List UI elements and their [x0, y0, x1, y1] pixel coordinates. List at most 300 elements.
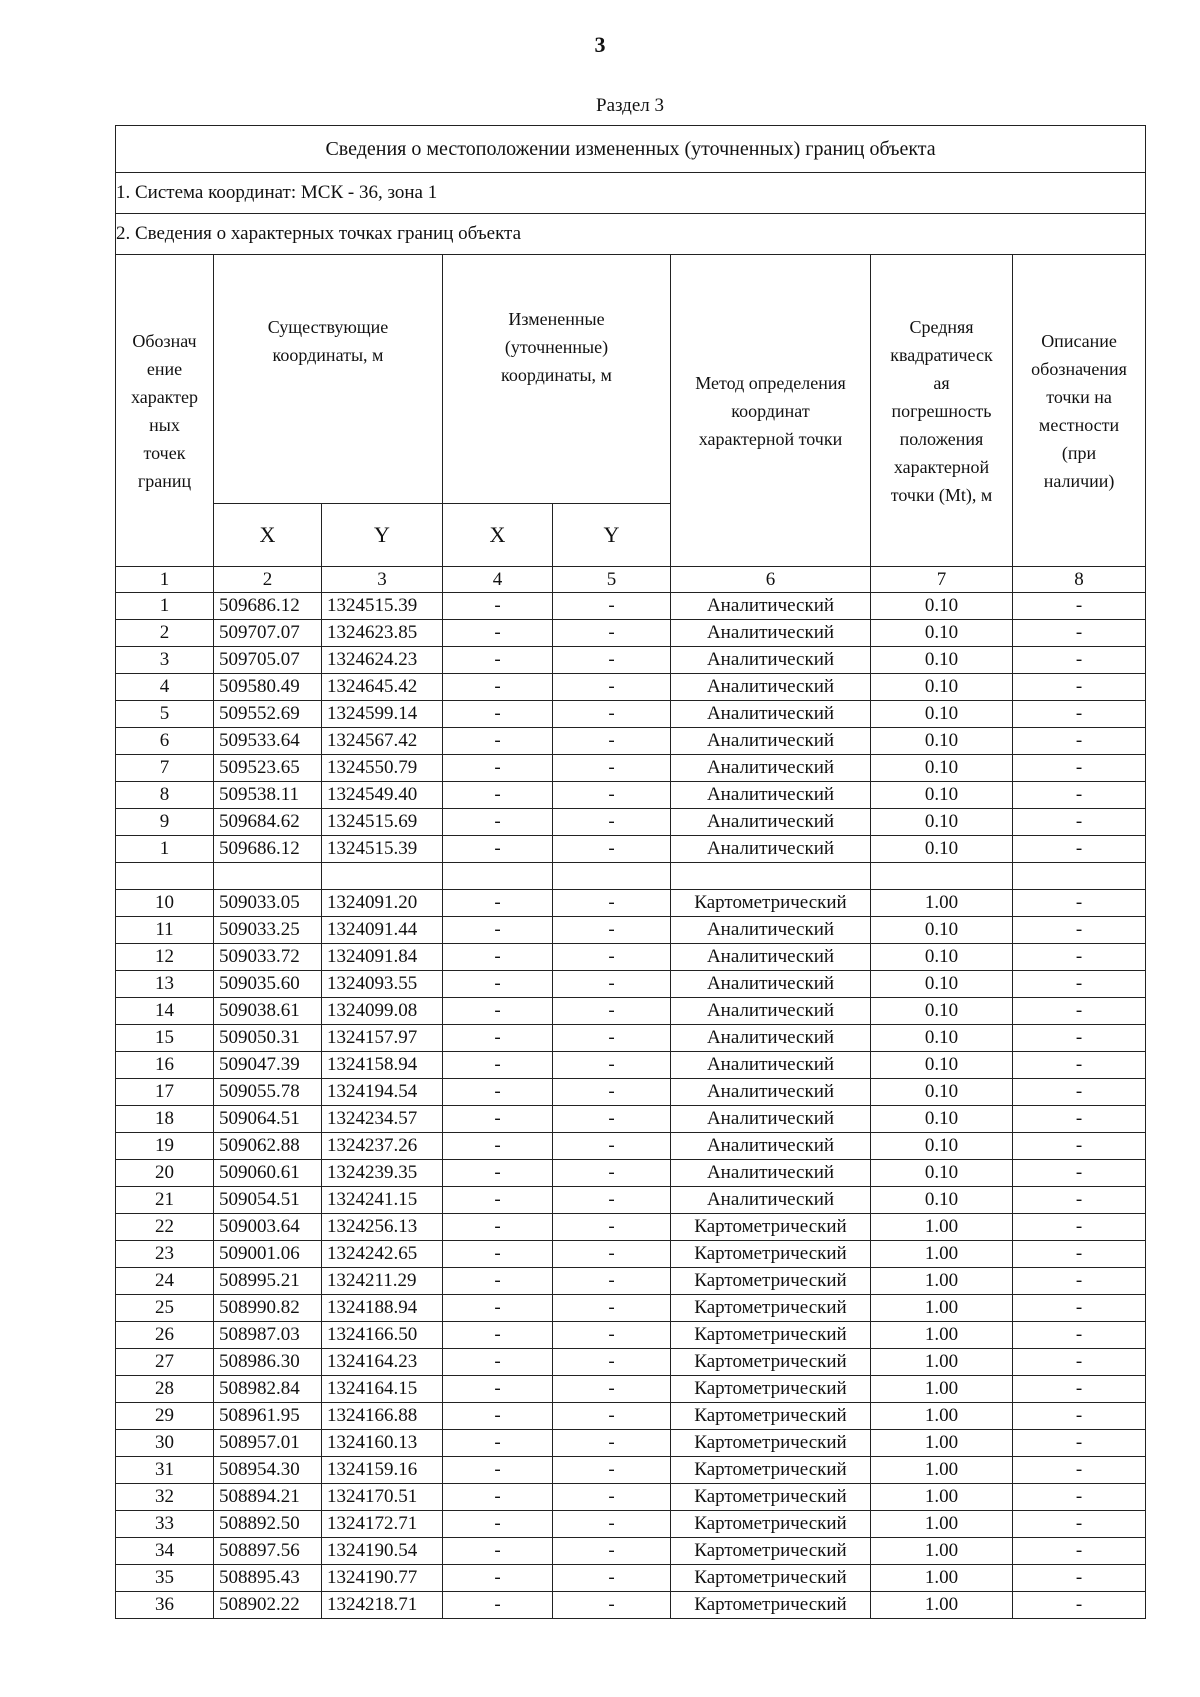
- cell-existing-y: 1324567.42: [322, 728, 443, 755]
- cell-point-number: 27: [116, 1349, 214, 1376]
- cell-changed-x: -: [443, 998, 553, 1025]
- cell-existing-y: 1324172.71: [322, 1511, 443, 1538]
- cell-existing-y: 1324239.35: [322, 1160, 443, 1187]
- table-row: [116, 998, 1146, 1025]
- boundary-points-table: [115, 125, 1146, 1619]
- cell-method: Аналитический: [671, 728, 871, 755]
- cell-point-number: 10: [116, 890, 214, 917]
- cell-changed-x: -: [443, 1511, 553, 1538]
- cell-existing-x: 508986.30: [214, 1349, 322, 1376]
- cell-description: -: [1013, 674, 1146, 701]
- cell-existing-y: 1324624.23: [322, 647, 443, 674]
- cell-point-number: 16: [116, 1052, 214, 1079]
- subsection-title: 2. Сведения о характерных точках границ объекта: [116, 214, 1146, 255]
- table-row: [116, 1538, 1146, 1565]
- cell-point-number: 35: [116, 1565, 214, 1592]
- cell-description: -: [1013, 1376, 1146, 1403]
- cell-changed-y: -: [553, 971, 671, 998]
- cell-point-number: 1: [116, 836, 214, 863]
- cell-existing-y: 1324515.39: [322, 593, 443, 620]
- cell-mt: 1.00: [871, 1241, 1013, 1268]
- cell-existing-x: 508995.21: [214, 1268, 322, 1295]
- table-row: [116, 1268, 1146, 1295]
- table-row: [116, 755, 1146, 782]
- cell-changed-y: -: [553, 647, 671, 674]
- table-title: Сведения о местоположении измененных (уточненных) границ объекта: [116, 126, 1146, 173]
- cell-existing-x: 508902.22: [214, 1592, 322, 1619]
- cell-description: -: [1013, 1079, 1146, 1106]
- cell-method: Картометрический: [671, 1295, 871, 1322]
- cell-method: Аналитический: [671, 1079, 871, 1106]
- cell-point-number: 29: [116, 1403, 214, 1430]
- cell-description: -: [1013, 647, 1146, 674]
- cell-existing-x: 509686.12: [214, 593, 322, 620]
- cell-changed-x: -: [443, 755, 553, 782]
- cell-point-number: 20: [116, 1160, 214, 1187]
- cell-method: Аналитический: [671, 998, 871, 1025]
- cell-mt: 1.00: [871, 1484, 1013, 1511]
- cell-description: -: [1013, 1322, 1146, 1349]
- cell-changed-y: -: [553, 755, 671, 782]
- cell-mt: 1.00: [871, 1538, 1013, 1565]
- cell-existing-y: 1324190.54: [322, 1538, 443, 1565]
- cell-mt: 0.10: [871, 728, 1013, 755]
- cell-existing-y: 1324164.15: [322, 1376, 443, 1403]
- cell-point-number: 23: [116, 1241, 214, 1268]
- cell-method: Аналитический: [671, 593, 871, 620]
- cell-changed-x: -: [443, 674, 553, 701]
- cell-existing-x: 509033.72: [214, 944, 322, 971]
- table-row: [116, 647, 1146, 674]
- table-row: [116, 809, 1146, 836]
- cell-description: -: [1013, 809, 1146, 836]
- cell-mt: 0.10: [871, 620, 1013, 647]
- cell-mt: 1.00: [871, 1592, 1013, 1619]
- cell-existing-y: 1324170.51: [322, 1484, 443, 1511]
- cell-description: -: [1013, 1025, 1146, 1052]
- table-row: [116, 620, 1146, 647]
- section-title: Раздел 3: [596, 95, 664, 116]
- cell-existing-y: 1324623.85: [322, 620, 443, 647]
- cell-description: -: [1013, 1538, 1146, 1565]
- cell-changed-y: -: [553, 728, 671, 755]
- column-number: 7: [871, 567, 1013, 593]
- cell-point-number: 9: [116, 809, 214, 836]
- cell-description: -: [1013, 1484, 1146, 1511]
- cell-point-number: 21: [116, 1187, 214, 1214]
- cell-method: Картометрический: [671, 1214, 871, 1241]
- cell-changed-x: -: [443, 1106, 553, 1133]
- cell-existing-x: [214, 863, 322, 890]
- cell-changed-x: -: [443, 1349, 553, 1376]
- cell-changed-x: -: [443, 701, 553, 728]
- cell-existing-y: 1324091.84: [322, 944, 443, 971]
- cell-existing-x: 508954.30: [214, 1457, 322, 1484]
- table-row: [116, 1484, 1146, 1511]
- table-row: [116, 1511, 1146, 1538]
- cell-method: Картометрический: [671, 1268, 871, 1295]
- cell-existing-x: 508961.95: [214, 1403, 322, 1430]
- cell-existing-x: 509552.69: [214, 701, 322, 728]
- column-number: 8: [1013, 567, 1146, 593]
- cell-point-number: 24: [116, 1268, 214, 1295]
- cell-existing-y: 1324218.71: [322, 1592, 443, 1619]
- cell-changed-x: -: [443, 1268, 553, 1295]
- table-row: [116, 1376, 1146, 1403]
- cell-existing-x: 509001.06: [214, 1241, 322, 1268]
- cell-changed-y: -: [553, 701, 671, 728]
- cell-mt: 0.10: [871, 647, 1013, 674]
- table-row: [116, 674, 1146, 701]
- cell-existing-y: 1324515.69: [322, 809, 443, 836]
- cell-existing-y: 1324099.08: [322, 998, 443, 1025]
- cell-point-number: [116, 863, 214, 890]
- cell-changed-y: -: [553, 1106, 671, 1133]
- cell-existing-y: 1324164.23: [322, 1349, 443, 1376]
- table-row: [116, 1106, 1146, 1133]
- cell-method: Аналитический: [671, 701, 871, 728]
- table-row: [116, 1025, 1146, 1052]
- cell-point-number: 33: [116, 1511, 214, 1538]
- cell-changed-y: -: [553, 620, 671, 647]
- cell-method: Аналитический: [671, 917, 871, 944]
- cell-existing-x: 508897.56: [214, 1538, 322, 1565]
- cell-method: Аналитический: [671, 809, 871, 836]
- cell-method: Аналитический: [671, 836, 871, 863]
- column-number: 6: [671, 567, 871, 593]
- cell-existing-y: 1324550.79: [322, 755, 443, 782]
- cell-existing-y: 1324091.44: [322, 917, 443, 944]
- cell-description: -: [1013, 944, 1146, 971]
- table-row: [116, 1160, 1146, 1187]
- cell-point-number: 4: [116, 674, 214, 701]
- cell-description: -: [1013, 971, 1146, 998]
- cell-changed-x: -: [443, 1484, 553, 1511]
- header-existing-coords: Существующие координаты, м: [214, 255, 443, 504]
- cell-existing-x: 509033.05: [214, 890, 322, 917]
- cell-mt: 0.10: [871, 1025, 1013, 1052]
- cell-changed-x: -: [443, 1160, 553, 1187]
- cell-mt: 1.00: [871, 1214, 1013, 1241]
- cell-changed-x: -: [443, 1133, 553, 1160]
- cell-point-number: 18: [116, 1106, 214, 1133]
- cell-method: Аналитический: [671, 1106, 871, 1133]
- cell-description: -: [1013, 1241, 1146, 1268]
- cell-description: -: [1013, 1349, 1146, 1376]
- cell-existing-y: 1324166.50: [322, 1322, 443, 1349]
- cell-existing-x: 509038.61: [214, 998, 322, 1025]
- cell-changed-x: -: [443, 836, 553, 863]
- cell-point-number: 8: [116, 782, 214, 809]
- cell-mt: 1.00: [871, 1376, 1013, 1403]
- cell-changed-y: -: [553, 1160, 671, 1187]
- cell-description: -: [1013, 1187, 1146, 1214]
- cell-mt: 0.10: [871, 809, 1013, 836]
- cell-changed-y: -: [553, 1079, 671, 1106]
- cell-description: -: [1013, 620, 1146, 647]
- cell-changed-x: -: [443, 782, 553, 809]
- cell-method: Картометрический: [671, 1511, 871, 1538]
- cell-method: Картометрический: [671, 1565, 871, 1592]
- cell-mt: 0.10: [871, 971, 1013, 998]
- cell-method: Картометрический: [671, 1349, 871, 1376]
- cell-changed-x: -: [443, 1241, 553, 1268]
- cell-changed-x: -: [443, 1592, 553, 1619]
- cell-changed-y: -: [553, 1484, 671, 1511]
- cell-description: -: [1013, 701, 1146, 728]
- cell-existing-x: 509060.61: [214, 1160, 322, 1187]
- header-description: Описание обозначения точки на местности (при наличии): [1013, 255, 1146, 567]
- cell-mt: 1.00: [871, 1322, 1013, 1349]
- cell-mt: 0.10: [871, 782, 1013, 809]
- table-row: [116, 890, 1146, 917]
- cell-description: -: [1013, 1052, 1146, 1079]
- cell-changed-y: -: [553, 1214, 671, 1241]
- cell-changed-x: -: [443, 971, 553, 998]
- cell-changed-x: -: [443, 890, 553, 917]
- cell-existing-x: 509035.60: [214, 971, 322, 998]
- cell-mt: 0.10: [871, 1133, 1013, 1160]
- header-method: Метод определения координат характерной точки: [671, 255, 871, 567]
- cell-existing-x: 509003.64: [214, 1214, 322, 1241]
- cell-mt: 0.10: [871, 1187, 1013, 1214]
- table-row: [116, 593, 1146, 620]
- cell-changed-y: -: [553, 1133, 671, 1160]
- cell-method: Аналитический: [671, 1025, 871, 1052]
- header-existing-x: X: [214, 504, 322, 567]
- cell-existing-x: 509033.25: [214, 917, 322, 944]
- table-row: [116, 1403, 1146, 1430]
- cell-changed-y: -: [553, 1430, 671, 1457]
- cell-existing-y: [322, 863, 443, 890]
- cell-existing-y: 1324549.40: [322, 782, 443, 809]
- cell-mt: 0.10: [871, 998, 1013, 1025]
- cell-existing-y: 1324645.42: [322, 674, 443, 701]
- cell-point-number: 19: [116, 1133, 214, 1160]
- cell-changed-y: -: [553, 944, 671, 971]
- cell-changed-y: -: [553, 1376, 671, 1403]
- cell-changed-y: -: [553, 917, 671, 944]
- cell-method: Аналитический: [671, 1133, 871, 1160]
- cell-existing-x: 509062.88: [214, 1133, 322, 1160]
- coordinate-system: 1. Система координат: МСК - 36, зона 1: [116, 173, 1146, 214]
- table-row: [116, 1052, 1146, 1079]
- cell-existing-y: 1324256.13: [322, 1214, 443, 1241]
- cell-point-number: 11: [116, 917, 214, 944]
- cell-changed-y: -: [553, 836, 671, 863]
- cell-existing-y: 1324160.13: [322, 1430, 443, 1457]
- cell-point-number: 25: [116, 1295, 214, 1322]
- cell-existing-x: 509064.51: [214, 1106, 322, 1133]
- cell-changed-y: -: [553, 1322, 671, 1349]
- cell-changed-x: -: [443, 917, 553, 944]
- cell-point-number: 3: [116, 647, 214, 674]
- cell-existing-y: 1324242.65: [322, 1241, 443, 1268]
- column-number: 2: [214, 567, 322, 593]
- cell-existing-x: 508957.01: [214, 1430, 322, 1457]
- cell-description: [1013, 863, 1146, 890]
- cell-existing-y: 1324091.20: [322, 890, 443, 917]
- cell-existing-x: 508982.84: [214, 1376, 322, 1403]
- cell-method: Аналитический: [671, 620, 871, 647]
- cell-method: Аналитический: [671, 647, 871, 674]
- cell-description: -: [1013, 1106, 1146, 1133]
- cell-existing-y: 1324237.26: [322, 1133, 443, 1160]
- cell-changed-x: -: [443, 809, 553, 836]
- cell-changed-x: -: [443, 1025, 553, 1052]
- table-row: [116, 1295, 1146, 1322]
- cell-changed-y: -: [553, 1241, 671, 1268]
- cell-point-number: 15: [116, 1025, 214, 1052]
- cell-changed-y: -: [553, 1295, 671, 1322]
- table-row: [116, 728, 1146, 755]
- cell-description: -: [1013, 1160, 1146, 1187]
- cell-changed-y: -: [553, 1268, 671, 1295]
- cell-changed-y: -: [553, 1025, 671, 1052]
- header-changed-coords: Измененные (уточненные) координаты, м: [443, 255, 671, 504]
- cell-point-number: 13: [116, 971, 214, 998]
- cell-changed-x: -: [443, 593, 553, 620]
- cell-method: Картометрический: [671, 1538, 871, 1565]
- cell-point-number: 36: [116, 1592, 214, 1619]
- cell-point-number: 32: [116, 1484, 214, 1511]
- header-designation: Обознач ение характер ных точек границ: [116, 255, 214, 567]
- cell-changed-x: -: [443, 1295, 553, 1322]
- cell-changed-x: -: [443, 1457, 553, 1484]
- cell-method: Картометрический: [671, 1376, 871, 1403]
- cell-description: -: [1013, 1295, 1146, 1322]
- cell-existing-x: 509523.65: [214, 755, 322, 782]
- cell-changed-y: -: [553, 1511, 671, 1538]
- table-row: [116, 944, 1146, 971]
- cell-changed-x: -: [443, 1079, 553, 1106]
- cell-mt: 0.10: [871, 593, 1013, 620]
- cell-changed-y: -: [553, 809, 671, 836]
- column-number: 3: [322, 567, 443, 593]
- cell-method: Аналитический: [671, 674, 871, 701]
- cell-changed-y: -: [553, 1592, 671, 1619]
- cell-existing-y: 1324093.55: [322, 971, 443, 998]
- cell-existing-x: 508895.43: [214, 1565, 322, 1592]
- cell-changed-x: -: [443, 944, 553, 971]
- table-row: [116, 1133, 1146, 1160]
- cell-mt: 1.00: [871, 1295, 1013, 1322]
- cell-mt: 0.10: [871, 836, 1013, 863]
- cell-changed-y: -: [553, 1349, 671, 1376]
- cell-changed-x: -: [443, 1376, 553, 1403]
- cell-existing-y: 1324188.94: [322, 1295, 443, 1322]
- cell-description: -: [1013, 1430, 1146, 1457]
- cell-method: Картометрический: [671, 1322, 871, 1349]
- header-existing-y: Y: [322, 504, 443, 567]
- cell-mt: 0.10: [871, 674, 1013, 701]
- cell-mt: 0.10: [871, 1052, 1013, 1079]
- cell-changed-x: -: [443, 728, 553, 755]
- cell-point-number: 28: [116, 1376, 214, 1403]
- cell-changed-x: -: [443, 647, 553, 674]
- cell-description: -: [1013, 836, 1146, 863]
- cell-existing-x: 509533.64: [214, 728, 322, 755]
- cell-existing-x: 508990.82: [214, 1295, 322, 1322]
- table-row: [116, 1457, 1146, 1484]
- cell-changed-y: -: [553, 998, 671, 1025]
- cell-description: -: [1013, 1511, 1146, 1538]
- cell-point-number: 1: [116, 593, 214, 620]
- cell-changed-y: [553, 863, 671, 890]
- cell-existing-y: 1324166.88: [322, 1403, 443, 1430]
- cell-mt: 1.00: [871, 1403, 1013, 1430]
- table-row: [116, 1241, 1146, 1268]
- cell-point-number: 5: [116, 701, 214, 728]
- cell-changed-x: -: [443, 1214, 553, 1241]
- table-row: [116, 863, 1146, 890]
- cell-changed-x: -: [443, 1187, 553, 1214]
- cell-existing-y: 1324211.29: [322, 1268, 443, 1295]
- cell-changed-y: -: [553, 1457, 671, 1484]
- cell-point-number: 14: [116, 998, 214, 1025]
- cell-existing-x: 508987.03: [214, 1322, 322, 1349]
- cell-changed-y: -: [553, 593, 671, 620]
- table-row: [116, 1349, 1146, 1376]
- cell-method: Аналитический: [671, 1052, 871, 1079]
- cell-changed-x: -: [443, 1430, 553, 1457]
- cell-method: Аналитический: [671, 1187, 871, 1214]
- cell-point-number: 7: [116, 755, 214, 782]
- cell-mt: 0.10: [871, 755, 1013, 782]
- cell-existing-x: 509047.39: [214, 1052, 322, 1079]
- cell-mt: 0.10: [871, 1160, 1013, 1187]
- cell-description: -: [1013, 782, 1146, 809]
- cell-changed-y: -: [553, 1052, 671, 1079]
- cell-point-number: 6: [116, 728, 214, 755]
- cell-description: -: [1013, 1403, 1146, 1430]
- cell-changed-y: -: [553, 890, 671, 917]
- table-row: [116, 1592, 1146, 1619]
- cell-method: [671, 863, 871, 890]
- cell-existing-y: 1324158.94: [322, 1052, 443, 1079]
- cell-point-number: 30: [116, 1430, 214, 1457]
- cell-description: -: [1013, 1268, 1146, 1295]
- page-number: 3: [594, 32, 606, 57]
- cell-existing-x: 509684.62: [214, 809, 322, 836]
- cell-mt: 1.00: [871, 1349, 1013, 1376]
- cell-point-number: 31: [116, 1457, 214, 1484]
- cell-description: -: [1013, 1457, 1146, 1484]
- cell-method: Аналитический: [671, 971, 871, 998]
- cell-existing-y: 1324234.57: [322, 1106, 443, 1133]
- column-number: 5: [553, 567, 671, 593]
- cell-method: Картометрический: [671, 1430, 871, 1457]
- cell-existing-x: 508894.21: [214, 1484, 322, 1511]
- cell-method: Картометрический: [671, 1403, 871, 1430]
- cell-changed-x: -: [443, 1403, 553, 1430]
- cell-changed-y: -: [553, 1403, 671, 1430]
- column-number-row: [116, 567, 1146, 593]
- table-row: [116, 1079, 1146, 1106]
- cell-changed-y: -: [553, 1565, 671, 1592]
- cell-existing-x: 509707.07: [214, 620, 322, 647]
- cell-existing-x: 509054.51: [214, 1187, 322, 1214]
- cell-point-number: 22: [116, 1214, 214, 1241]
- cell-mt: 1.00: [871, 1565, 1013, 1592]
- table-row: [116, 1565, 1146, 1592]
- table-row: [116, 1214, 1146, 1241]
- cell-method: Картометрический: [671, 1484, 871, 1511]
- cell-method: Картометрический: [671, 890, 871, 917]
- table-row: [116, 971, 1146, 998]
- table-row: [116, 836, 1146, 863]
- cell-description: -: [1013, 755, 1146, 782]
